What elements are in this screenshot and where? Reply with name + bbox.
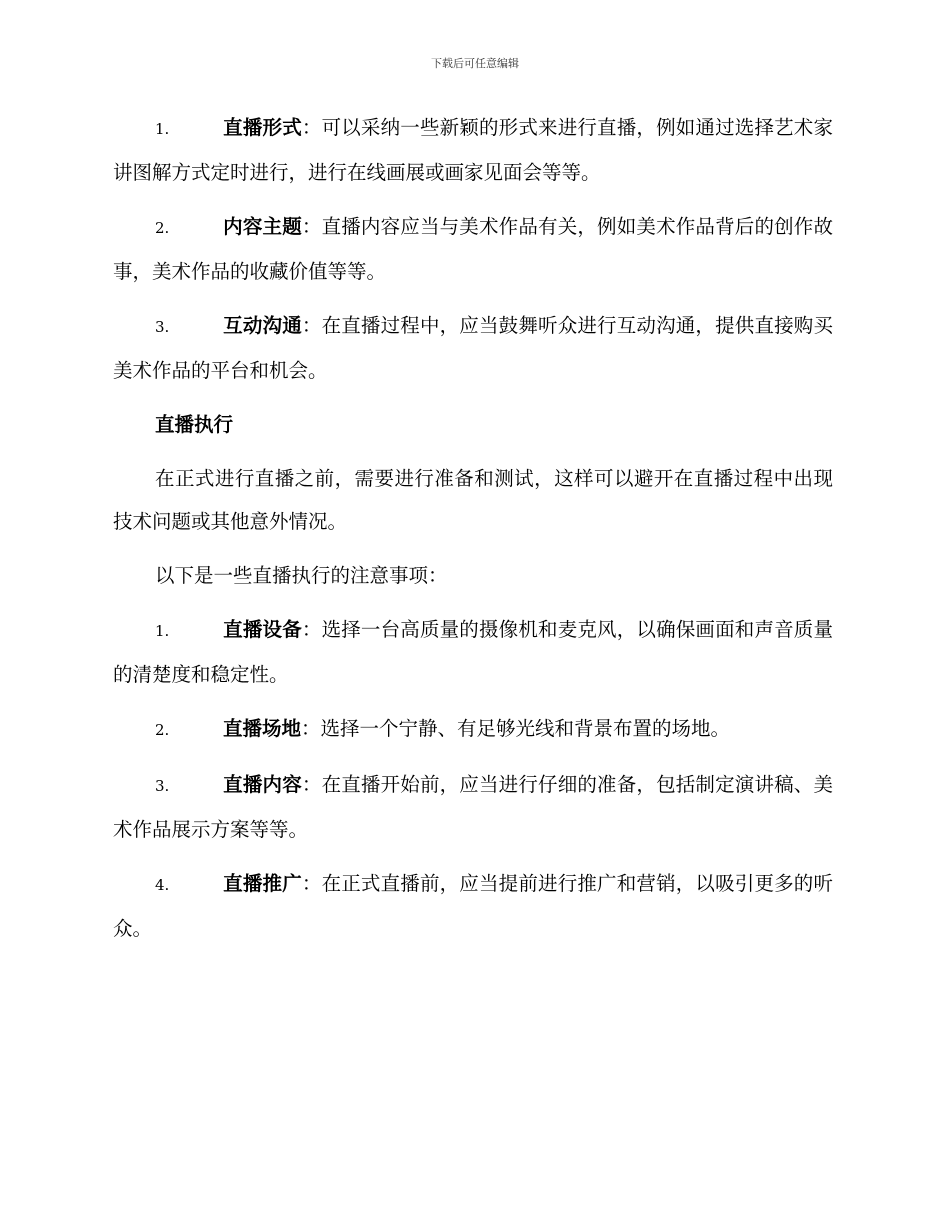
list-number: 2.: [155, 219, 170, 237]
section-intro: 在正式进行直播之前，需要进行准备和测试，这样可以避开在直播过程中出现技术问题或其他意外情况。: [113, 467, 833, 533]
list-item: [113, 707, 833, 752]
list-item: [113, 608, 833, 696]
list-item: [113, 106, 833, 194]
list-term: 直播设备: [223, 618, 302, 641]
list-separator: ：: [301, 314, 322, 337]
list-item: [113, 205, 833, 293]
section-heading: 直播执行: [155, 413, 234, 436]
list-separator: ：: [301, 215, 322, 238]
list-separator: ：: [301, 773, 322, 796]
list-number: 2.: [155, 721, 170, 739]
list-text: 在直播过程中，应当鼓舞听众进行互动沟通，提供直接购买美术作品的平台和机会。: [113, 314, 833, 382]
list-term: 互动沟通: [223, 314, 302, 337]
list-separator: ：: [301, 116, 322, 139]
list-term: 内容主题: [223, 215, 302, 238]
list-number: 3.: [155, 777, 170, 795]
list-text: 直播内容应当与美术作品有关，例如美术作品背后的创作故事，美术作品的收藏价值等等。: [113, 215, 833, 283]
list-number: 1.: [155, 120, 170, 138]
list-item: [113, 862, 833, 950]
list-term: 直播内容: [223, 773, 302, 796]
list-term: 直播形式: [223, 116, 302, 139]
list-number: 1.: [155, 622, 170, 640]
list-number: 3.: [155, 318, 170, 336]
list-text: 选择一台高质量的摄像机和麦克风，以确保画面和声音质量的清楚度和稳定性。: [113, 618, 833, 686]
list-separator: ：: [301, 872, 322, 895]
list-text: 选择一个宁静、有足够光线和背景布置的场地。: [320, 717, 731, 740]
list-text: 可以采纳一些新颖的形式来进行直播，例如通过选择艺术家讲图解方式定时进行，进行在线画展或画家见面会等等。: [113, 116, 833, 184]
list-item: [113, 304, 833, 392]
list-term: 直播推广: [223, 872, 302, 895]
list-separator: ：: [301, 618, 322, 641]
document-body: [113, 106, 833, 961]
list-text: 在直播开始前，应当进行仔细的准备，包括制定演讲稿、美术作品展示方案等等。: [113, 773, 833, 841]
list-separator: ：: [301, 717, 321, 740]
list-term: 直播场地: [223, 717, 302, 740]
list-text: 在正式直播前，应当提前进行推广和营销，以吸引更多的听众。: [113, 872, 833, 940]
section-lead: 以下是一些直播执行的注意事项：: [155, 564, 448, 587]
page-header: 下载后可任意编辑: [431, 57, 519, 70]
list-item: [113, 763, 833, 851]
list-number: 4.: [155, 876, 170, 894]
